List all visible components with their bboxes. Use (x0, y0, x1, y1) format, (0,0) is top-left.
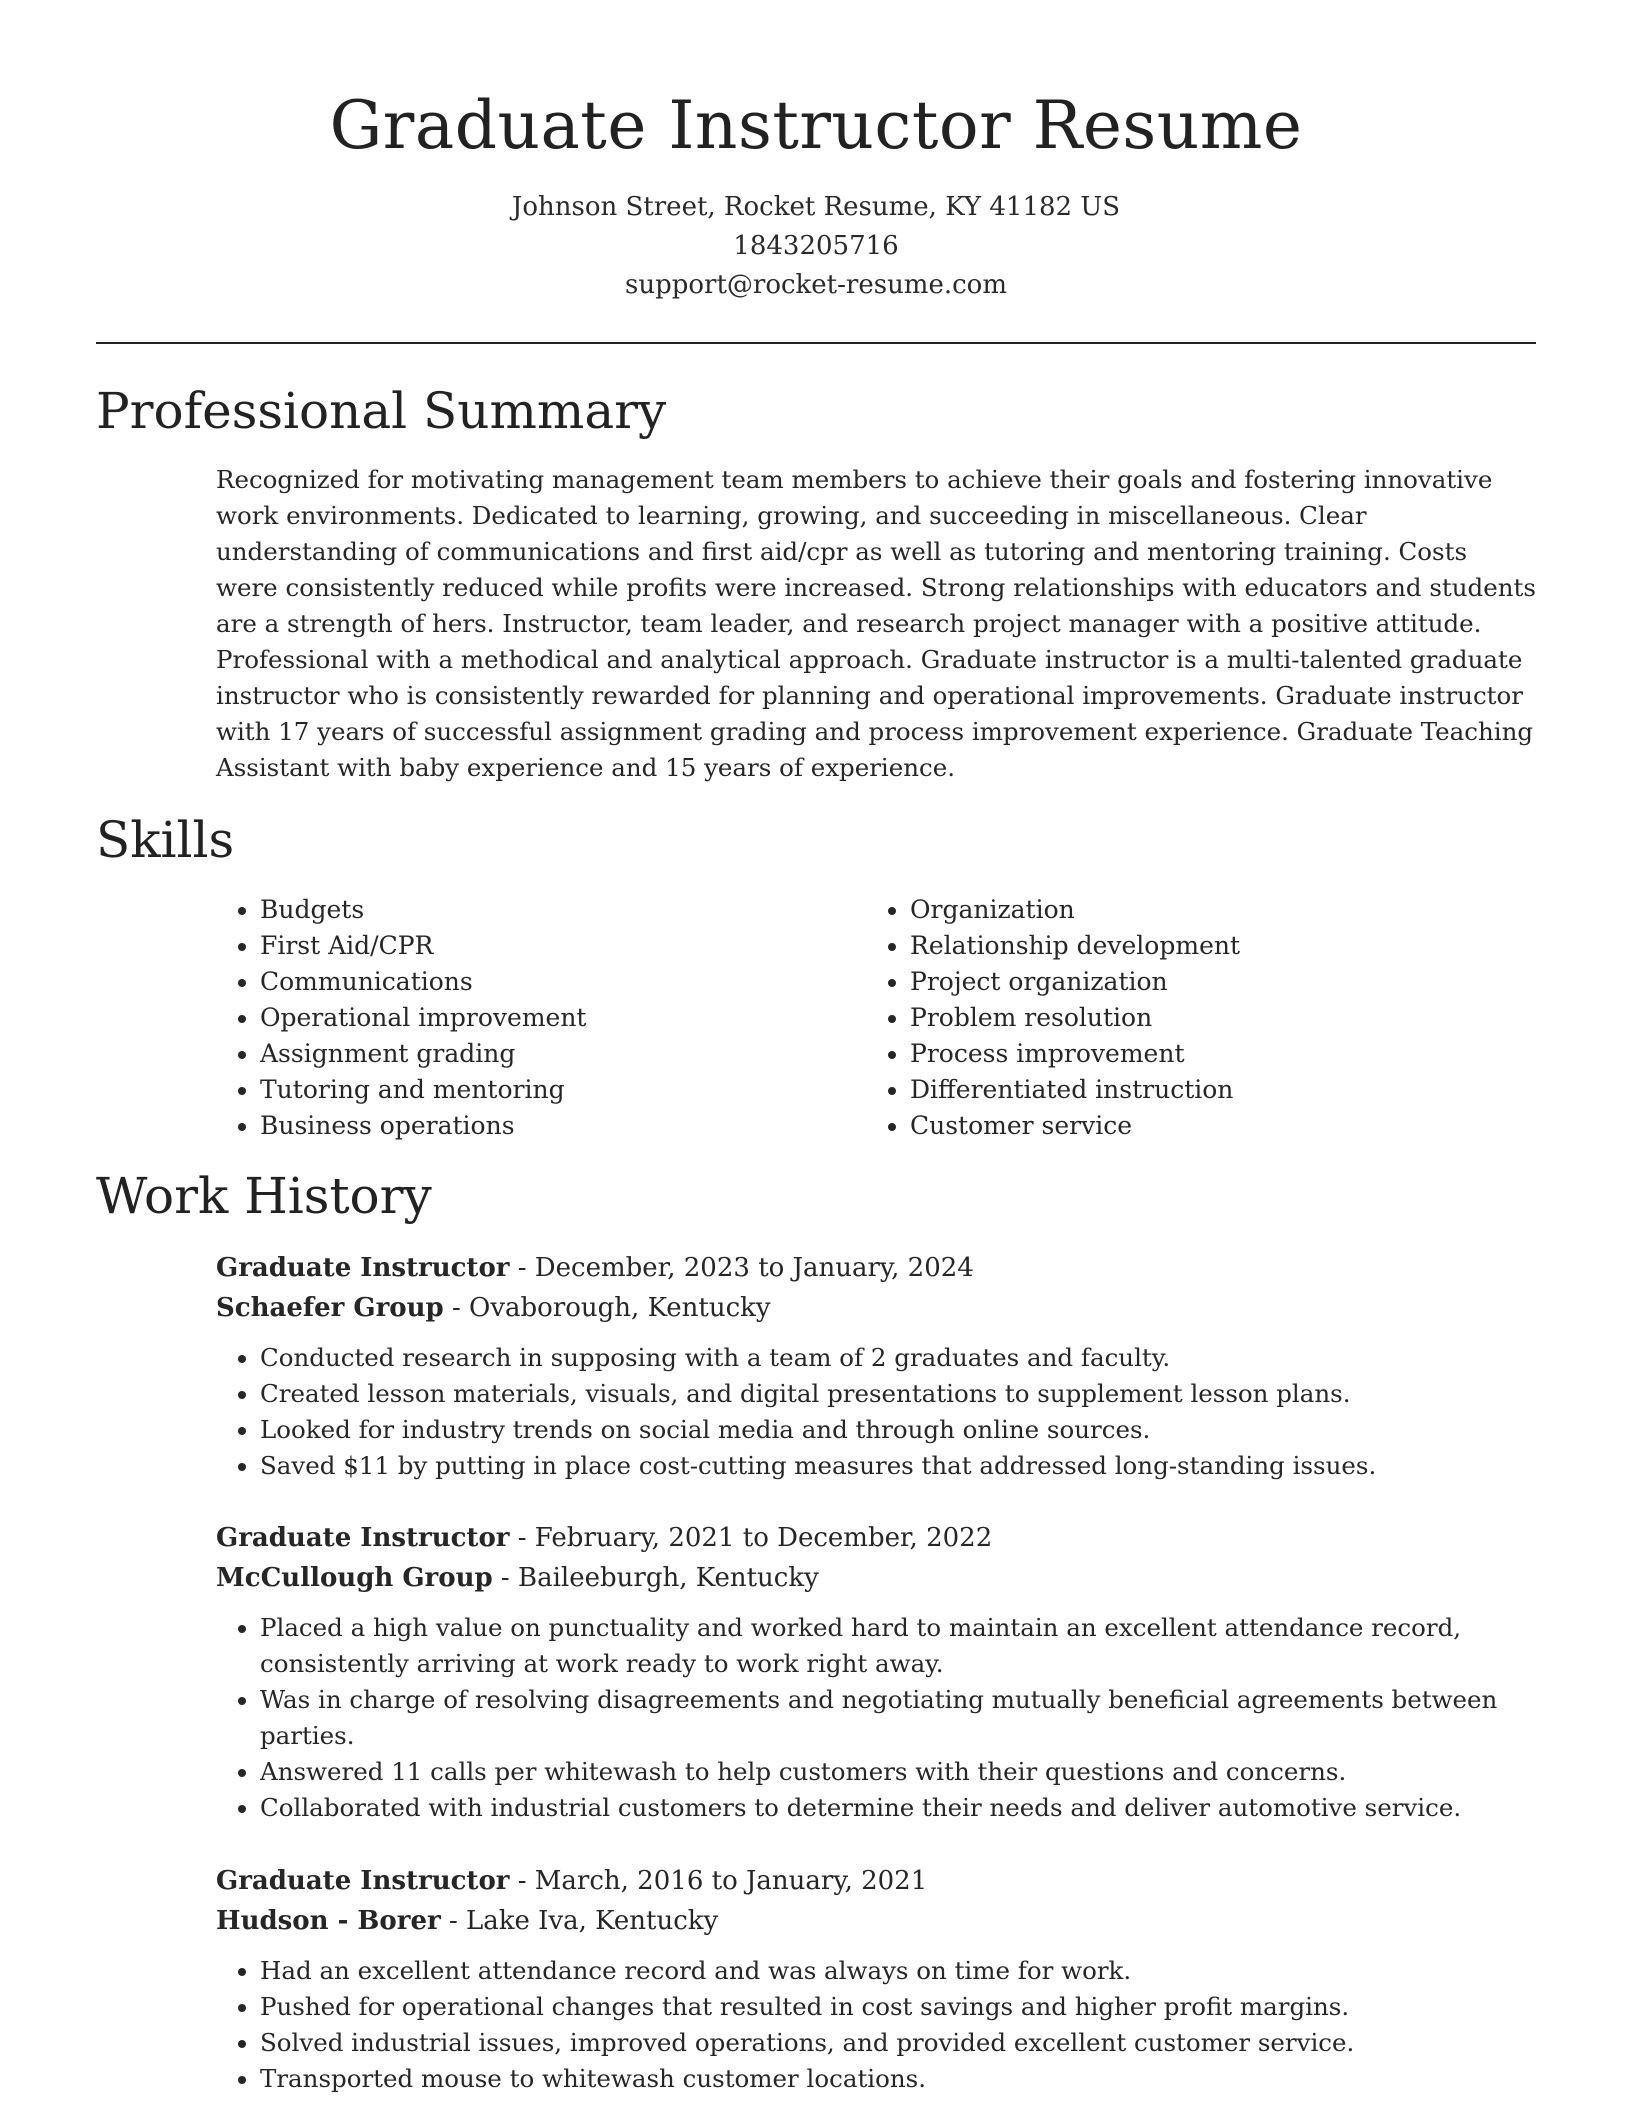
job-entry (216, 1861, 1536, 2097)
contact-address: Johnson Street, Rocket Resume, KY 41182 US (511, 192, 1121, 222)
summary-heading: Professional Summary (96, 382, 667, 440)
skill-item: • Process improvement (910, 1036, 1530, 1072)
skill-item: • Business operations (260, 1108, 820, 1144)
job-bullet: • Created lesson materials, visuals, and digital presentations to supplement lesson plans. (260, 1376, 1536, 1412)
job-bullet: • Placed a high value on punctuality and worked hard to maintain an excellent attendance record, consistently arriving at work ready to work right away. (260, 1610, 1536, 1682)
work-history-heading: Work History (96, 1167, 432, 1225)
skill-item: • Operational improvement (260, 1000, 820, 1036)
contact-phone: 1843205716 (733, 231, 899, 261)
skill-item: • Budgets (260, 892, 820, 928)
summary-text: Recognized for motivating management team members to achieve their goals and fostering innovative work environments. Dedicated to learning, growing, and succeeding in miscellaneous. Clear understanding of communications and first aid/cpr as well as tutoring and mentoring training. Costs were consistently reduced while profits were increased. Strong relationships with educators and students are a strength of hers. Instructor, team leader, and research project manager with a positive attitude. Professional with a methodical and analytical approach. Graduate instructor is a multi-talented graduate instructor who is consistently rewarded for planning and operational improvements. Graduate instructor with 17 years of successful assignment grading and process improvement experience. Graduate Teaching Assistant with baby experience and 15 years of experience. (216, 465, 1536, 782)
job-title-line (216, 1861, 1536, 1901)
job-company-line (216, 1901, 1536, 1941)
job-bullet: • Answered 11 calls per whitewash to help customers with their questions and concerns. (260, 1754, 1536, 1790)
job-location: - Ovaborough, Kentucky (443, 1293, 771, 1323)
skills-list-right (866, 892, 1530, 1144)
job-dates: - December, 2023 to January, 2024 (509, 1253, 974, 1283)
job-bullets (216, 1340, 1536, 1484)
resume-title: Graduate Instructor Resume (329, 87, 1303, 164)
job-entry (216, 1248, 1536, 1484)
job-bullet: • Pushed for operational changes that resulted in cost savings and higher profit margins. (260, 1989, 1536, 2025)
job-company-line (216, 1558, 1536, 1598)
job-entry (216, 1518, 1536, 1826)
skill-item: • Assignment grading (260, 1036, 820, 1072)
job-bullet: • Had an excellent attendance record and was always on time for work. (260, 1953, 1536, 1989)
job-title-line (216, 1518, 1536, 1558)
job-location: - Lake Iva, Kentucky (440, 1906, 719, 1936)
job-title-line (216, 1248, 1536, 1288)
job-bullet: • Transported mouse to whitewash customer locations. (260, 2061, 1536, 2097)
job-bullets (216, 1610, 1536, 1826)
job-bullet: • Solved industrial issues, improved operations, and provided excellent customer service. (260, 2025, 1536, 2061)
job-bullet: • Looked for industry trends on social media and through online sources. (260, 1412, 1536, 1448)
skill-item: • Project organization (910, 964, 1530, 1000)
skill-item: • Relationship development (910, 928, 1530, 964)
skill-item: • Differentiated instruction (910, 1072, 1530, 1108)
skill-item: • Customer service (910, 1108, 1530, 1144)
skill-item: • First Aid/CPR (260, 928, 820, 964)
skills-list-left (216, 892, 820, 1144)
contact-email: support@rocket-resume.com (624, 270, 1007, 300)
header-divider (96, 342, 1536, 344)
job-company: Hudson - Borer (216, 1906, 441, 1936)
job-title: Graduate Instructor (216, 1866, 510, 1896)
job-company: Schaefer Group (216, 1293, 444, 1323)
skill-item: • Communications (260, 964, 820, 1000)
job-bullet: • Was in charge of resolving disagreements and negotiating mutually beneficial agreements between parties. (260, 1682, 1536, 1754)
skill-item: • Tutoring and mentoring (260, 1072, 820, 1108)
skills-heading: Skills (96, 811, 235, 869)
skill-item: • Organization (910, 892, 1530, 928)
job-bullets (216, 1953, 1536, 2097)
resume-header (96, 84, 1536, 305)
job-company-line (216, 1288, 1536, 1328)
job-title: Graduate Instructor (216, 1253, 510, 1283)
job-bullet: • Saved $11 by putting in place cost-cutting measures that addressed long-standing issues. (260, 1448, 1536, 1484)
job-dates: - March, 2016 to January, 2021 (509, 1866, 928, 1896)
job-bullet: • Conducted research in supposing with a team of 2 graduates and faculty. (260, 1340, 1536, 1376)
job-location: - Baileeburgh, Kentucky (492, 1563, 819, 1593)
skill-item: • Problem resolution (910, 1000, 1530, 1036)
job-dates: - February, 2021 to December, 2022 (509, 1523, 993, 1553)
job-title: Graduate Instructor (216, 1523, 510, 1553)
job-company: McCullough Group (216, 1563, 493, 1593)
job-bullet: • Collaborated with industrial customers to determine their needs and deliver automotive service. (260, 1790, 1536, 1826)
